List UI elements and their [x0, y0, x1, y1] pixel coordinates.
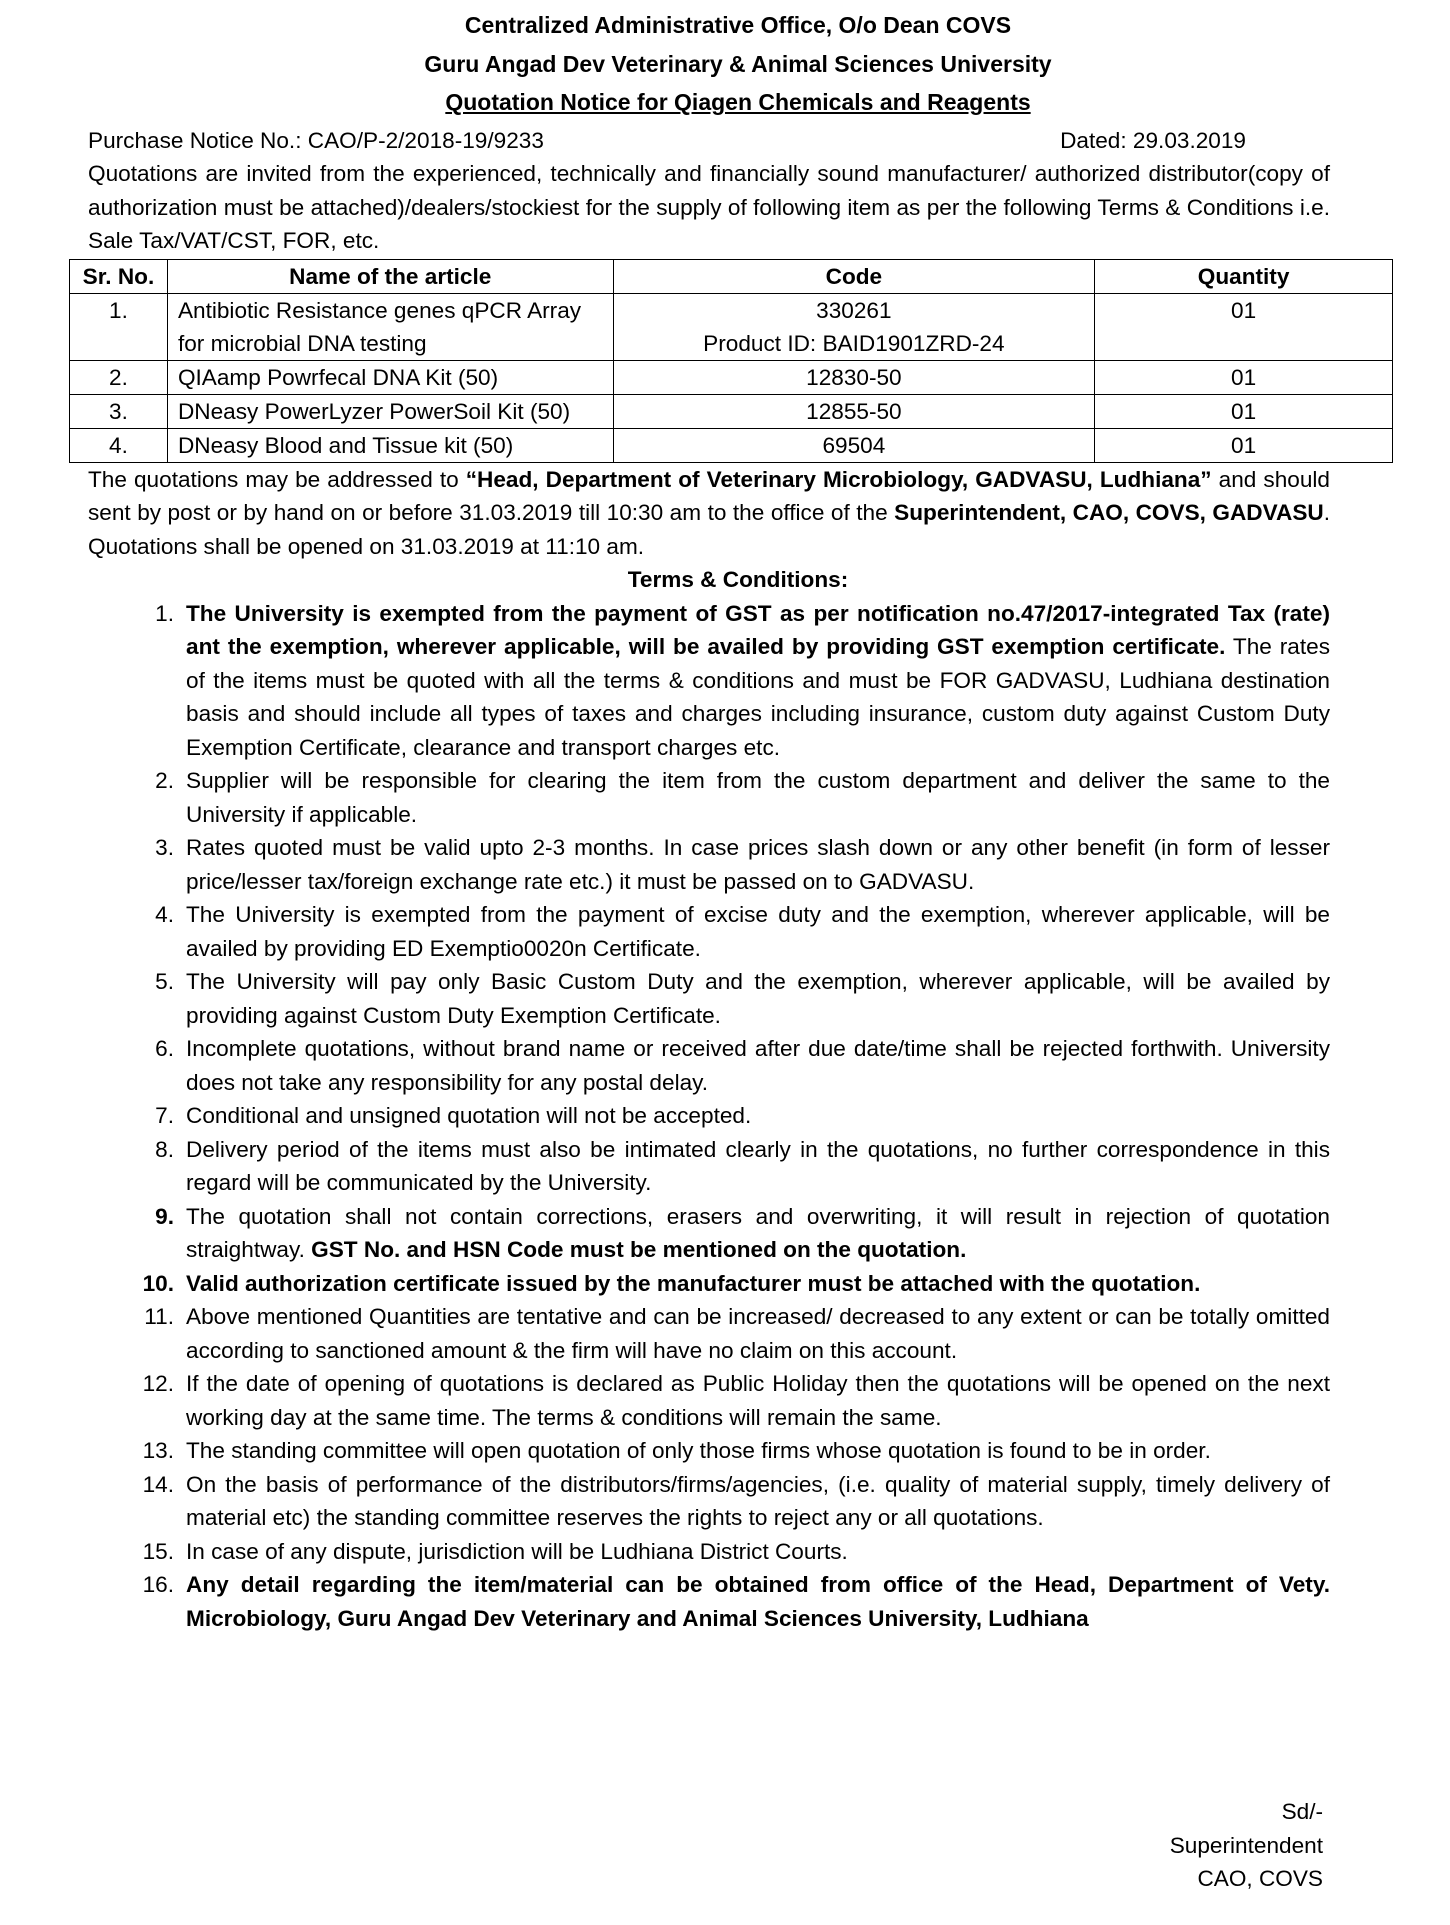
cell-sr: 1.: [70, 293, 168, 360]
term-text: Valid authorization certificate issued by the manufacturer must be attached with the quotation.: [186, 1270, 1201, 1296]
term-number: 16.: [142, 1572, 174, 1597]
signature-block: [1170, 1795, 1323, 1896]
term-item: [88, 1367, 1330, 1434]
reference-line: [88, 124, 1388, 158]
term-number: 15.: [142, 1538, 174, 1564]
term-item: [88, 1032, 1330, 1099]
term-number: 3.: [155, 835, 174, 860]
col-header-code: Code: [613, 259, 1095, 293]
document-page: [82, 6, 1388, 1635]
term-number: 2.: [155, 768, 174, 793]
term-number: 8.: [155, 1136, 174, 1162]
term-text: On the basis of performance of the distributors/firms/agencies, (i.e. quality of material supply, timely delivery of material etc) the standing committee reserves the rights to reject any or all quotations.: [186, 1471, 1330, 1530]
notice-date: Dated: 29.03.2019: [1060, 127, 1246, 153]
term-text: If the date of opening of quotations is declared as Public Holiday then the quotations will be opened on the next working day at the same time. The terms & conditions will remain the same.: [186, 1371, 1330, 1430]
cell-sr: 2.: [70, 360, 168, 394]
col-header-article: Name of the article: [167, 259, 613, 293]
term-number: 1.: [155, 600, 174, 626]
items-table: [69, 259, 1393, 463]
table-row: [70, 428, 1393, 462]
term-number: 7.: [155, 1103, 174, 1128]
signatory-designation: Superintendent: [1169, 1832, 1323, 1858]
term-text: The University will pay only Basic Custom Duty and the exemption, wherever applicable, will be availed by providing against Custom Duty Exemption Certificate.: [186, 969, 1330, 1028]
term-item: [88, 597, 1330, 765]
table-header-row: [70, 259, 1393, 293]
term-text: The standing committee will open quotation of only those firms whose quotation is found to be in order.: [186, 1438, 1211, 1463]
cell-quantity: 01: [1095, 428, 1393, 462]
signature-sd: Sd/-: [1281, 1799, 1323, 1824]
term-item: [88, 1535, 1330, 1569]
col-header-sr-no: Sr. No.: [70, 259, 168, 293]
term-number: 14.: [142, 1471, 174, 1497]
term-item: [88, 1200, 1330, 1267]
term-item: [88, 1267, 1330, 1301]
term-item: [88, 1568, 1330, 1635]
term-item: [88, 1300, 1330, 1367]
term-text: Incomplete quotations, without brand name or received after due date/time shall be rejected forthwith. University does not take any responsibility for any postal delay.: [186, 1036, 1330, 1095]
cell-quantity: 01: [1095, 293, 1393, 360]
cell-code: 12830-50: [613, 360, 1095, 394]
term-item: [88, 898, 1330, 965]
cell-quantity: 01: [1095, 394, 1393, 428]
cell-sr: 3.: [70, 394, 168, 428]
cell-code: 330261 Product ID: BAID1901ZRD-24: [613, 293, 1095, 360]
term-text: Delivery period of the items must also be intimated clearly in the quotations, no further correspondence in this regard will be communicated by the University.: [186, 1136, 1330, 1195]
term-item: [88, 965, 1330, 1032]
university-name: Guru Angad Dev Veterinary & Animal Sciences University: [424, 50, 1052, 77]
term-number: 12.: [142, 1371, 174, 1396]
cell-article: QIAamp Powrfecal DNA Kit (50): [167, 360, 613, 394]
term-text: The quotation shall not contain corrections, erasers and overwriting, it will result in rejection of quotation straightway. GST No. and HSN Code must be mentioned on the quotation.: [186, 1203, 1330, 1262]
purchase-notice-number: Purchase Notice No.: CAO/P-2/2018-19/9233: [88, 127, 544, 153]
cell-article: DNeasy Blood and Tissue kit (50): [167, 428, 613, 462]
term-number: 5.: [155, 969, 174, 994]
submission-office: Superintendent, CAO, COVS, GADVASU: [894, 500, 1324, 525]
cell-code: 12855-50: [613, 394, 1095, 428]
table-row: [70, 394, 1393, 428]
term-item: [88, 1434, 1330, 1468]
addressee: “Head, Department of Veterinary Microbiology, GADVASU, Ludhiana”: [465, 466, 1212, 492]
notice-title: Quotation Notice for Qiagen Chemicals and Reagents: [445, 89, 1031, 115]
term-item: [88, 831, 1330, 898]
term-item: [88, 1468, 1330, 1535]
term-number: 13.: [142, 1438, 174, 1463]
term-text: The University is exempted from the payment of excise duty and the exemption, wherever applicable, will be availed by providing ED Exemptio0020n Certificate.: [186, 902, 1330, 961]
office-name: Centralized Administrative Office, O/o Dean COVS: [464, 12, 1012, 38]
col-header-quantity: Quantity: [1095, 259, 1393, 293]
table-row: [70, 360, 1393, 394]
term-item: [88, 1099, 1330, 1133]
term-item: [88, 764, 1330, 831]
intro-paragraph: Quotations are invited from the experienced, technically and financially sound manufacturer/ authorized distributor(copy of authorization must be attached)/dealers/stockiest for the supply of following item as per the following Terms & Conditions i.e. Sale Tax/VAT/CST, FOR, etc.: [88, 161, 1330, 253]
cell-product-id: Product ID: BAID1901ZRD-24: [703, 330, 1005, 356]
cell-article: DNeasy PowerLyzer PowerSoil Kit (50): [167, 394, 613, 428]
terms-list: [88, 597, 1330, 1636]
term-text: Rates quoted must be valid upto 2-3 months. In case prices slash down or any other benefit (in form of lesser price/lesser tax/foreign exchange rate etc.) it must be passed on to GADVASU.: [186, 835, 1330, 894]
term-item: [88, 1133, 1330, 1200]
terms-heading: Terms & Conditions:: [627, 567, 849, 592]
term-text: Above mentioned Quantities are tentative and can be increased/ decreased to any extent or can be totally omitted according to sanctioned amount & the firm will have no claim on this account.: [186, 1304, 1330, 1363]
term-number: 9.: [155, 1203, 174, 1229]
term-number: 4.: [155, 902, 174, 927]
cell-sr: 4.: [70, 428, 168, 462]
table-row: [70, 293, 1393, 360]
term-number: 11.: [144, 1304, 174, 1329]
address-paragraph: The quotations may be addressed to “Head, Department of Veterinary Microbiology, GADVASU, Ludhiana” and should sent by post or by hand on or before 31.03.2019 till 10:30 am to the office of the Superintendent, CAO, COVS, GADVASU. Quotations shall be opened on 31.03.2019 at 11:10 am.: [88, 466, 1330, 559]
cell-article: Antibiotic Resistance genes qPCR Array for microbial DNA testing: [167, 293, 613, 360]
term-text: In case of any dispute, jurisdiction will be Ludhiana District Courts.: [186, 1538, 848, 1564]
cell-code: 69504: [613, 428, 1095, 462]
term-text: The University is exempted from the payment of GST as per notification no.47/2017-integrated Tax (rate) ant the exemption, wherever applicable, will be availed by providing GST exemption certificate. The rates of the items must be quoted with all the terms & conditions and must be FOR GADVASU, Ludhiana destination basis and should include all types of taxes and charges including insurance, custom duty against Custom Duty Exemption Certificate, clearance and transport charges etc.: [186, 600, 1330, 760]
term-number: 6.: [155, 1036, 174, 1061]
term-number: 10.: [142, 1270, 174, 1296]
term-text: Conditional and unsigned quotation will not be accepted.: [186, 1103, 752, 1128]
term-text: Any detail regarding the item/material can be obtained from office of the Head, Department of Vety. Microbiology, Guru Angad Dev Veterinary and Animal Sciences University, Ludhiana: [186, 1572, 1330, 1631]
term-text: Supplier will be responsible for clearing the item from the custom department and deliver the same to the University if applicable.: [186, 768, 1330, 827]
cell-quantity: 01: [1095, 360, 1393, 394]
signatory-office: CAO, COVS: [1197, 1866, 1323, 1891]
